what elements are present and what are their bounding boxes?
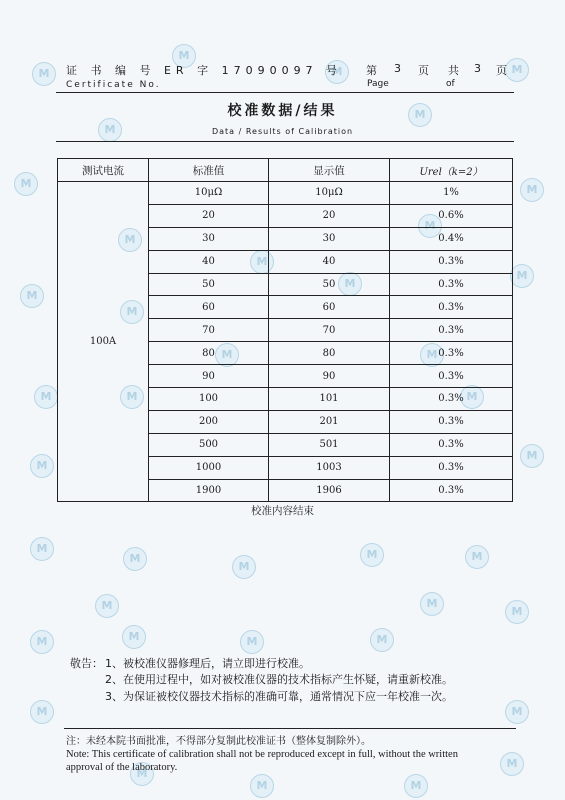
watermark-logo-icon (32, 62, 56, 86)
displayed-value-cell: 10μΩ (269, 182, 390, 205)
standard-value-cell: 90 (149, 365, 269, 388)
uncertainty-cell: 0.3% (390, 319, 513, 342)
uncertainty-cell: 0.4% (390, 227, 513, 250)
col-header-standard-value: 标准值 (149, 159, 269, 182)
displayed-value-cell: 70 (269, 319, 390, 342)
watermark-logo-icon (420, 592, 444, 616)
notes-label: 敬告： (70, 657, 103, 670)
displayed-value-cell: 60 (269, 296, 390, 319)
watermark-logo-icon (20, 284, 44, 308)
page-title: 校准数据/结果 (227, 103, 338, 119)
standard-value-cell: 40 (149, 250, 269, 273)
uncertainty-cell: 0.3% (390, 365, 513, 388)
displayed-value-cell: 101 (269, 388, 390, 411)
of-label-en: of (446, 79, 455, 89)
footer-rule (64, 728, 516, 729)
footer-note-en-line2: approval of the laboratory. (66, 762, 178, 773)
uncertainty-cell: 0.3% (390, 296, 513, 319)
watermark-logo-icon (122, 625, 146, 649)
standard-value-cell: 1900 (149, 479, 269, 502)
watermark-logo-icon (232, 555, 256, 579)
watermark-logo-icon (14, 172, 38, 196)
col-header-displayed-value: 显示值 (269, 159, 390, 182)
uncertainty-cell: 1% (390, 182, 513, 205)
page-label-en: Page (367, 79, 389, 89)
page-subtitle: Data / Results of Calibration (211, 127, 354, 136)
page-unit: 页 (418, 64, 429, 77)
standard-value-cell: 60 (149, 296, 269, 319)
watermark-logo-icon (34, 385, 58, 409)
end-of-content-text: 校准内容结束 (251, 505, 314, 517)
displayed-value-cell: 1906 (269, 479, 390, 502)
displayed-value-cell: 40 (269, 250, 390, 273)
footer-note-cn: 注：未经本院书面批准，不得部分复制此校准证书（整体复制除外）。 (66, 736, 371, 747)
note-item-2: 2、在使用过程中，如对被校准仪器的技术指标产生怀疑，请重新校准。 (105, 673, 453, 686)
watermark-logo-icon (520, 178, 544, 202)
displayed-value-cell: 50 (269, 273, 390, 296)
uncertainty-cell: 0.3% (390, 342, 513, 365)
table-row (58, 182, 513, 205)
title-rule (56, 141, 514, 142)
displayed-value-cell: 201 (269, 410, 390, 433)
certificate-number-en: Certificate No. (66, 80, 161, 90)
uncertainty-cell: 0.3% (390, 410, 513, 433)
watermark-logo-icon (505, 700, 529, 724)
watermark-logo-icon (30, 630, 54, 654)
footer-note (66, 735, 458, 774)
standard-value-cell: 30 (149, 227, 269, 250)
uncertainty-cell: 0.3% (390, 456, 513, 479)
watermark-logo-icon (465, 545, 489, 569)
watermark-logo-icon (30, 454, 54, 478)
uncertainty-cell: 0.3% (390, 433, 513, 456)
footer-note-en-line1: Note: This certificate of calibration shall not be reproduced except in full, without the written (66, 749, 458, 760)
watermark-logo-icon (510, 264, 534, 288)
watermark-logo-icon (240, 630, 264, 654)
standard-value-cell: 80 (149, 342, 269, 365)
displayed-value-cell: 30 (269, 227, 390, 250)
displayed-value-cell: 1003 (269, 456, 390, 479)
standard-value-cell: 10μΩ (149, 182, 269, 205)
watermark-logo-icon (250, 774, 274, 798)
page-label: 第 (366, 64, 377, 77)
uncertainty-cell: 0.3% (390, 388, 513, 411)
total-label: 共 (448, 64, 459, 77)
calibration-table (57, 158, 513, 502)
certificate-number: 证 书 编 号 ER 字 17090097 号 (66, 64, 343, 77)
watermark-logo-icon (505, 58, 529, 82)
watermark-logo-icon (370, 628, 394, 652)
watermark-logo-icon (30, 537, 54, 561)
watermark-logo-icon (30, 700, 54, 724)
watermark-logo-icon (123, 547, 147, 571)
standard-value-cell: 20 (149, 204, 269, 227)
total-pages: 3 (474, 62, 481, 75)
standard-value-cell: 100 (149, 388, 269, 411)
test-current-cell: 100A (58, 182, 149, 502)
header-rule (56, 92, 514, 93)
uncertainty-cell: 0.3% (390, 479, 513, 502)
col-header-test-current: 测试电流 (58, 159, 149, 182)
standard-value-cell: 50 (149, 273, 269, 296)
note-item-1: 1、被校准仪器修理后，请立即进行校准。 (105, 657, 310, 670)
displayed-value-cell: 90 (269, 365, 390, 388)
displayed-value-cell: 501 (269, 433, 390, 456)
watermark-logo-icon (360, 543, 384, 567)
note-item-3: 3、为保证被校仪器技术指标的准确可靠，通常情况下应一年校准一次。 (105, 690, 453, 703)
uncertainty-cell: 0.3% (390, 273, 513, 296)
displayed-value-cell: 20 (269, 204, 390, 227)
uncertainty-cell: 0.6% (390, 204, 513, 227)
watermark-logo-icon (505, 600, 529, 624)
watermark-logo-icon (500, 752, 524, 776)
col-header-uncertainty: Urel（k=2） (390, 159, 513, 182)
standard-value-cell: 500 (149, 433, 269, 456)
standard-value-cell: 1000 (149, 456, 269, 479)
standard-value-cell: 70 (149, 319, 269, 342)
table-header-row (58, 159, 513, 182)
total-unit: 页 (496, 64, 507, 77)
standard-value-cell: 200 (149, 410, 269, 433)
watermark-logo-icon (404, 774, 428, 798)
displayed-value-cell: 80 (269, 342, 390, 365)
watermark-logo-icon (95, 594, 119, 618)
watermark-logo-icon (520, 444, 544, 468)
uncertainty-cell: 0.3% (390, 250, 513, 273)
page-number: 3 (394, 62, 401, 75)
